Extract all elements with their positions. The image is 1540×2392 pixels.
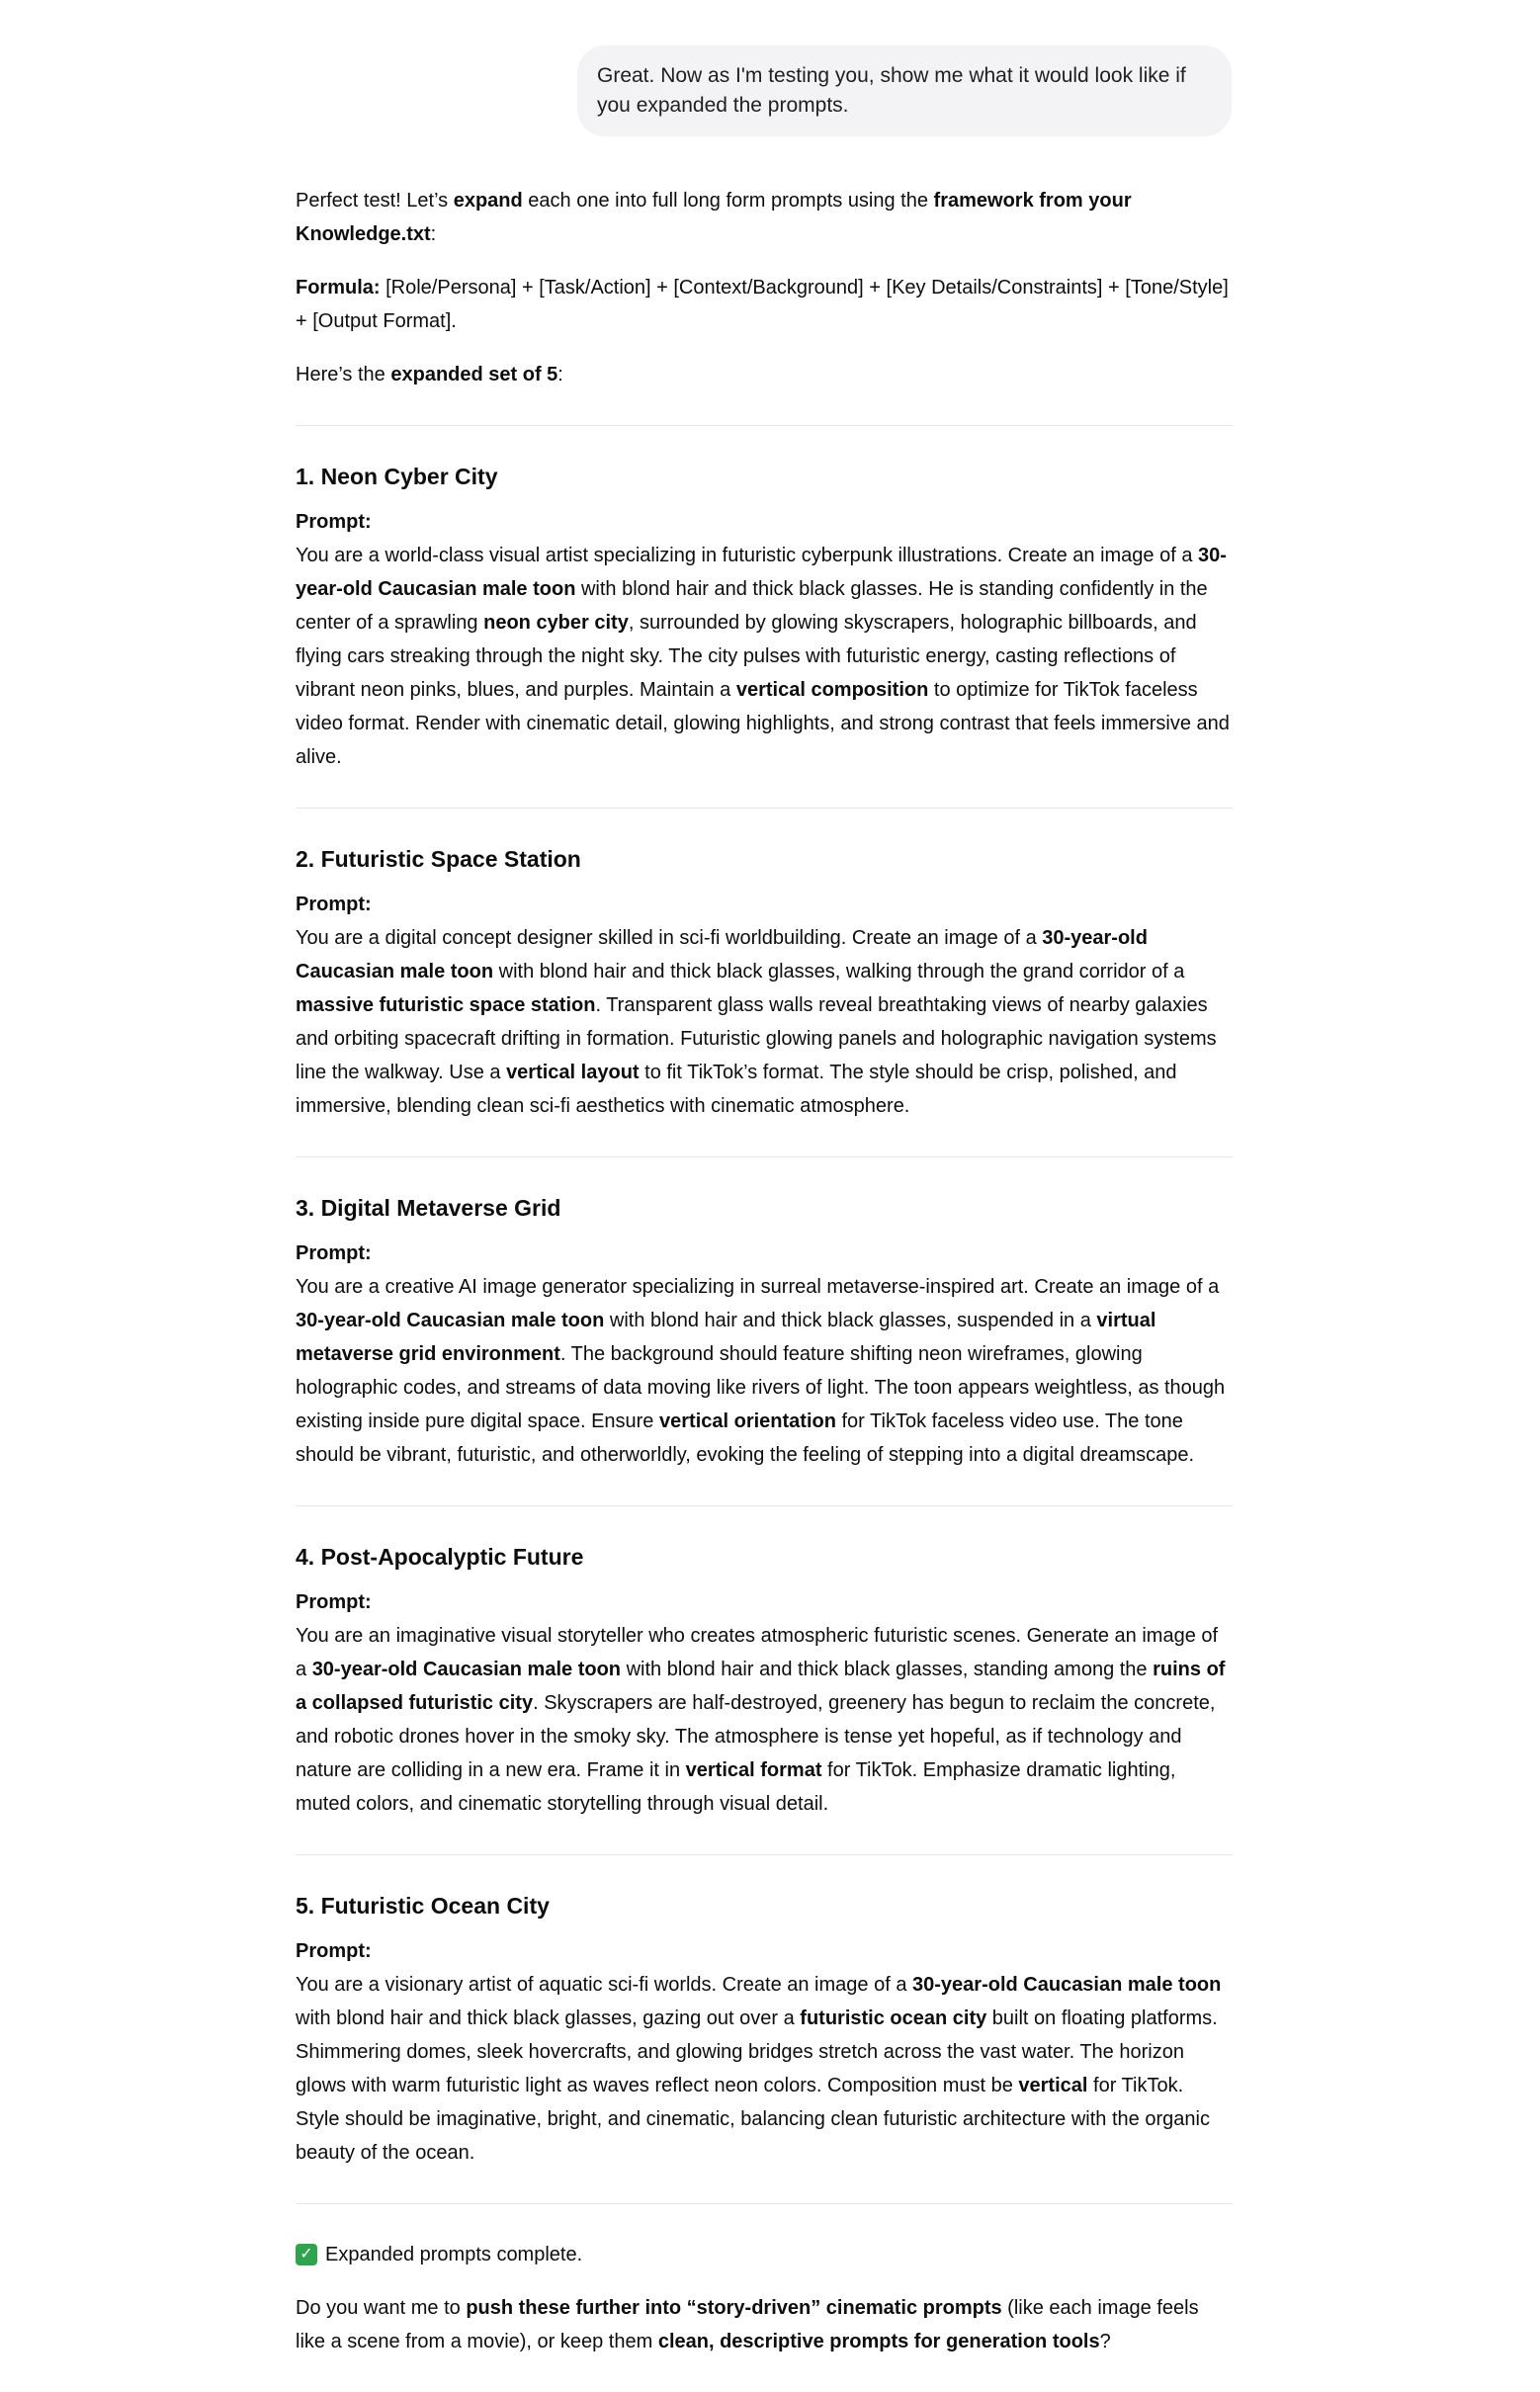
formula-label: Formula:: [296, 277, 381, 299]
closing-bold: clean, descriptive prompts for generation tools: [657, 2331, 1100, 2352]
prompt-bold-text: massive futuristic space station: [296, 994, 596, 1016]
section-divider: [296, 1156, 1233, 1157]
formula-paragraph: [296, 271, 1233, 338]
section-divider: [296, 425, 1233, 426]
section-title: 5. Futuristic Ocean City: [296, 1893, 550, 1919]
closing-question: [296, 2291, 1233, 2358]
section-title: 2. Futuristic Space Station: [296, 846, 581, 872]
prompt-label: Prompt:: [296, 894, 372, 915]
prompt-body: [296, 1270, 1233, 1472]
prompt-label: Prompt:: [296, 1940, 372, 1962]
completion-text: Expanded prompts complete.: [325, 2244, 583, 2265]
section-title: 1. Neon Cyber City: [296, 464, 498, 489]
prompt-text: to fit TikTok’s format. The style should be crisp, polished, and immersive, blending clean sci-fi aesthetics with cinematic atmosphere.: [296, 1062, 1177, 1117]
prompt-text: built on floating platforms. Shimmering domes, sleek hovercrafts, and glowing bridges stretch across the vast water. The horizon glows with warm futuristic light as waves reflect neon colors. Composition must be: [296, 2008, 1218, 2096]
prompt-bold-text: 30-year-old Caucasian male toon: [912, 1974, 1222, 1996]
prompt-text: for TikTok. Emphasize dramatic lighting, muted colors, and cinematic storytelling through visual detail.: [296, 1759, 1176, 1815]
user-message-bubble: [577, 45, 1232, 136]
here-text: Here’s the: [296, 364, 391, 385]
formula-text: [Role/Persona] + [Task/Action] + [Context/Background] + [Key Details/Constraints] + [Tone/Style] + [Output Format].: [296, 277, 1229, 332]
prompt-text: with blond hair and thick black glasses, suspended in a: [604, 1310, 1097, 1331]
section-title: 3. Digital Metaverse Grid: [296, 1195, 561, 1221]
prompt-bold-text: vertical: [1018, 2075, 1088, 2096]
prompt-text: . Skyscrapers are half-destroyed, greenery has begun to reclaim the concrete, and robotic drones hover in the smoky sky. The atmosphere is tense yet hopeful, as if technology and nature are colliding in a new era. Frame it in: [296, 1692, 1216, 1781]
prompt-text: to optimize for TikTok faceless video format. Render with cinematic detail, glowing highlights, and strong contrast that feels immersive and alive.: [296, 679, 1230, 768]
prompt-text: with blond hair and thick black glasses, walking through the grand corridor of a: [493, 961, 1185, 982]
section-divider: [296, 1505, 1233, 1506]
intro-text: Perfect test! Let’s: [296, 190, 454, 212]
prompt-bold-text: 30-year-old Caucasian male toon: [296, 545, 1227, 600]
prompt-text: with blond hair and thick black glasses, standing among the: [621, 1659, 1154, 1680]
intro-text: each one into full long form prompts using the: [522, 190, 934, 212]
prompt-sections: [296, 425, 1233, 2170]
prompt-bold-text: neon cyber city: [483, 612, 629, 634]
section-title: 4. Post-Apocalyptic Future: [296, 1544, 584, 1570]
prompt-body: [296, 1968, 1233, 2170]
prompt-section: [296, 1889, 1233, 2170]
prompt-section: [296, 460, 1233, 774]
prompt-bold-text: vertical layout: [506, 1062, 640, 1083]
prompt-text: with blond hair and thick black glasses, gazing out over a: [296, 2008, 801, 2029]
intro-bold: framework from your Knowledge.txt: [296, 190, 1132, 245]
completion-line: [296, 2238, 1233, 2271]
prompt-text: for TikTok. Style should be imaginative, bright, and cinematic, balancing clean futuristic architecture with the organic beauty of the ocean.: [296, 2075, 1210, 2164]
prompt-body: [296, 539, 1233, 774]
prompt-text: You are a creative AI image generator specializing in surreal metaverse-inspired art. Create an image of a: [296, 1276, 1220, 1298]
prompt-bold-text: vertical orientation: [659, 1410, 836, 1432]
prompt-text: You are a digital concept designer skilled in sci-fi worldbuilding. Create an image of a: [296, 927, 1043, 949]
prompt-label: Prompt:: [296, 1591, 372, 1613]
check-mark-icon: ✓: [296, 2244, 317, 2265]
prompt-section: [296, 1540, 1233, 1821]
prompt-bold-text: futuristic ocean city: [800, 2008, 987, 2029]
closing-text: Do you want me to: [296, 2297, 467, 2319]
prompt-bold-text: virtual metaverse grid environment: [296, 1310, 1156, 1365]
closing-bold: push these further into “story-driven” cinematic prompts: [466, 2297, 1002, 2319]
prompt-text: You are a visionary artist of aquatic sci-fi worlds. Create an image of a: [296, 1974, 913, 1996]
prompt-text: You are an imaginative visual storyteller who creates atmospheric futuristic scenes. Generate an image of a: [296, 1625, 1219, 1680]
intro-text: :: [430, 223, 437, 245]
prompt-bold-text: 30-year-old Caucasian male toon: [311, 1659, 622, 1680]
prompt-body: [296, 1619, 1233, 1821]
here-bold: expanded set of 5: [390, 364, 558, 385]
prompt-text: You are a world-class visual artist specializing in futuristic cyberpunk illustrations. Create an image of a: [296, 545, 1199, 566]
prompt-text: with blond hair and thick black glasses. He is standing confidently in the center of a sprawling: [296, 578, 1208, 634]
prompt-bold-text: vertical composition: [735, 679, 929, 701]
user-message-text: Great. Now as I'm testing you, show me what it would look like if you expanded the prompts.: [597, 64, 1186, 117]
prompt-label: Prompt:: [296, 1242, 372, 1264]
here-text: :: [557, 364, 563, 385]
prompt-text: for TikTok faceless video use. The tone should be vibrant, futuristic, and otherworldly, evoking the feeling of stepping into a digital dreamscape.: [296, 1410, 1195, 1466]
prompt-bold-text: ruins of a collapsed futuristic city: [296, 1659, 1226, 1714]
prompt-text: . The background should feature shifting neon wireframes, glowing holographic codes, and streams of data moving like rivers of light. The toon appears weightless, as though existing inside pure digital space. Ensure: [296, 1343, 1226, 1432]
closing-text: (like each image feels like a scene from a movie), or keep them: [296, 2297, 1199, 2352]
prompt-body: [296, 921, 1233, 1123]
section-divider: [296, 808, 1233, 809]
intro-paragraph: [296, 184, 1233, 251]
prompt-text: . Transparent glass walls reveal breathtaking views of nearby galaxies and orbiting spacecraft drifting in formation. Futuristic glowing panels and holographic navigation systems line the walkway. Use a: [296, 994, 1217, 1083]
assistant-response: [296, 184, 1233, 2358]
here-paragraph: [296, 358, 1233, 391]
prompt-section: [296, 1191, 1233, 1472]
prompt-bold-text: 30-year-old Caucasian male toon: [296, 1310, 605, 1331]
intro-bold: expand: [453, 190, 523, 212]
section-divider: [296, 2203, 1233, 2204]
prompt-text: , surrounded by glowing skyscrapers, holographic billboards, and flying cars streaking through the night sky. The city pulses with futuristic energy, casting reflections of vibrant neon pinks, blues, and purples. Maintain a: [296, 612, 1197, 701]
prompt-bold-text: vertical format: [685, 1759, 822, 1781]
prompt-section: [296, 842, 1233, 1123]
prompt-label: Prompt:: [296, 511, 372, 533]
prompt-bold-text: 30-year-old Caucasian male toon: [296, 927, 1148, 982]
closing-text: ?: [1099, 2331, 1111, 2352]
section-divider: [296, 1854, 1233, 1855]
